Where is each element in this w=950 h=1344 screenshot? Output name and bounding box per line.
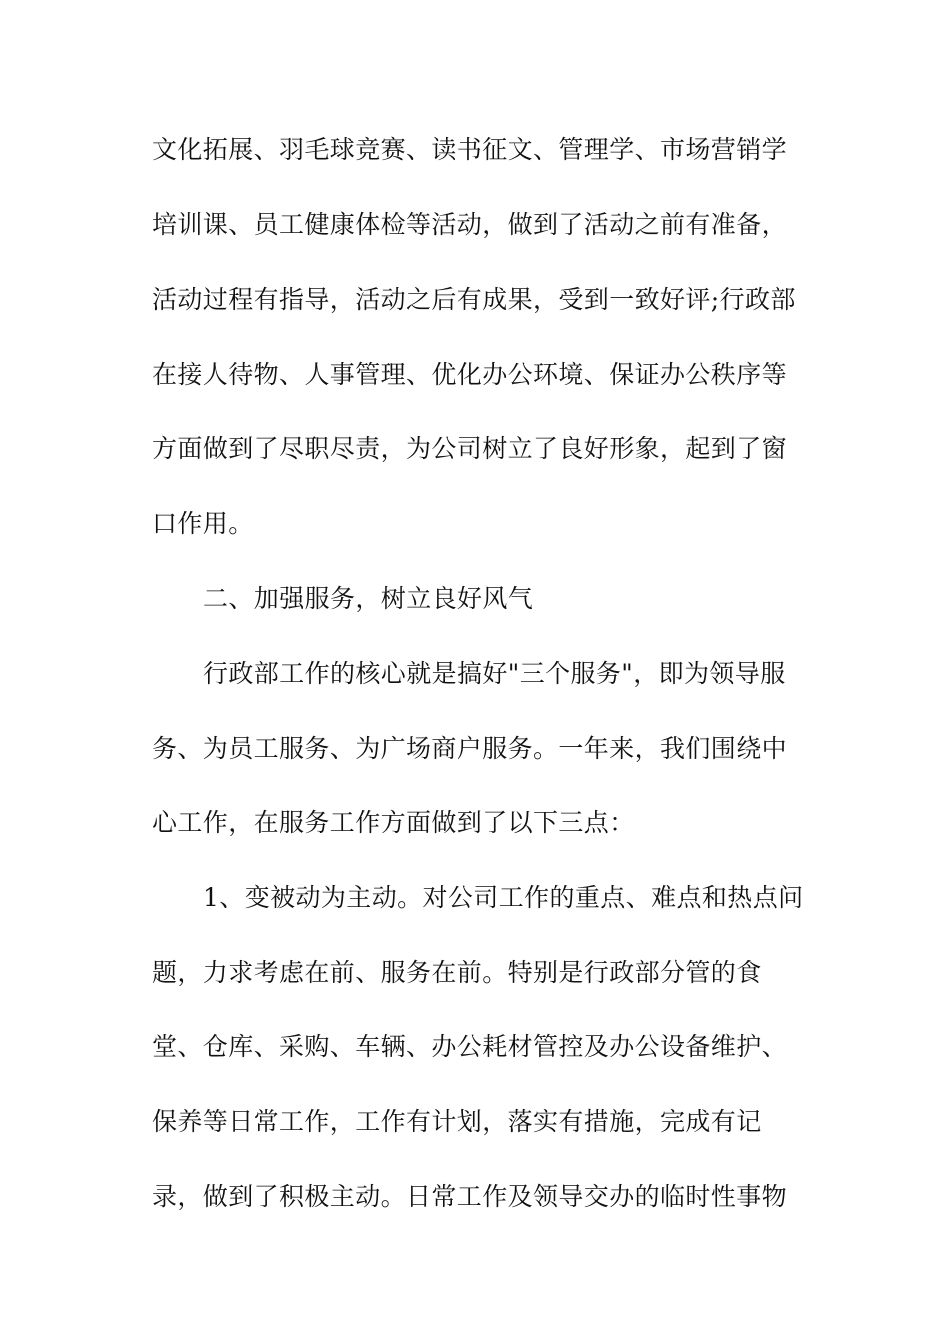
text-line-15: 录，做到了积极主动。日常工作及领导交办的临时性事物: [152, 1182, 788, 1211]
text-line-6: 口作用。: [152, 509, 254, 538]
text-line-3: 活动过程有指导，活动之后有成果，受到一致好评;行政部: [152, 285, 796, 314]
text-line-1: 文化拓展、羽毛球竞赛、读书征文、管理学、市场营销学: [152, 135, 788, 164]
text-line-12: 题，力求考虑在前、服务在前。特别是行政部分管的食: [152, 958, 762, 987]
text-line-14: 保养等日常工作，工作有计划，落实有措施，完成有记: [152, 1107, 762, 1136]
text-line-13: 堂、仓库、采购、车辆、办公耗材管控及办公设备维护、: [152, 1032, 788, 1061]
text-line-5: 方面做到了尽职尽责，为公司树立了良好形象，起到了窗: [152, 434, 788, 463]
text-line-11: 1、变被动为主动。对公司工作的重点、难点和热点问: [203, 883, 804, 912]
text-line-9: 务、为员工服务、为广场商户服务。一年来，我们围绕中: [152, 734, 788, 763]
text-line-2: 培训课、员工健康体检等活动，做到了活动之前有准备，: [152, 210, 788, 239]
text-line-4: 在接人待物、人事管理、优化办公环境、保证办公秩序等: [152, 360, 788, 389]
section-heading: 二、加强服务，树立良好风气: [203, 584, 534, 613]
text-line-10: 心工作，在服务工作方面做到了以下三点：: [152, 808, 635, 837]
text-line-8: 行政部工作的核心就是搞好"三个服务"，即为领导服: [203, 659, 786, 688]
